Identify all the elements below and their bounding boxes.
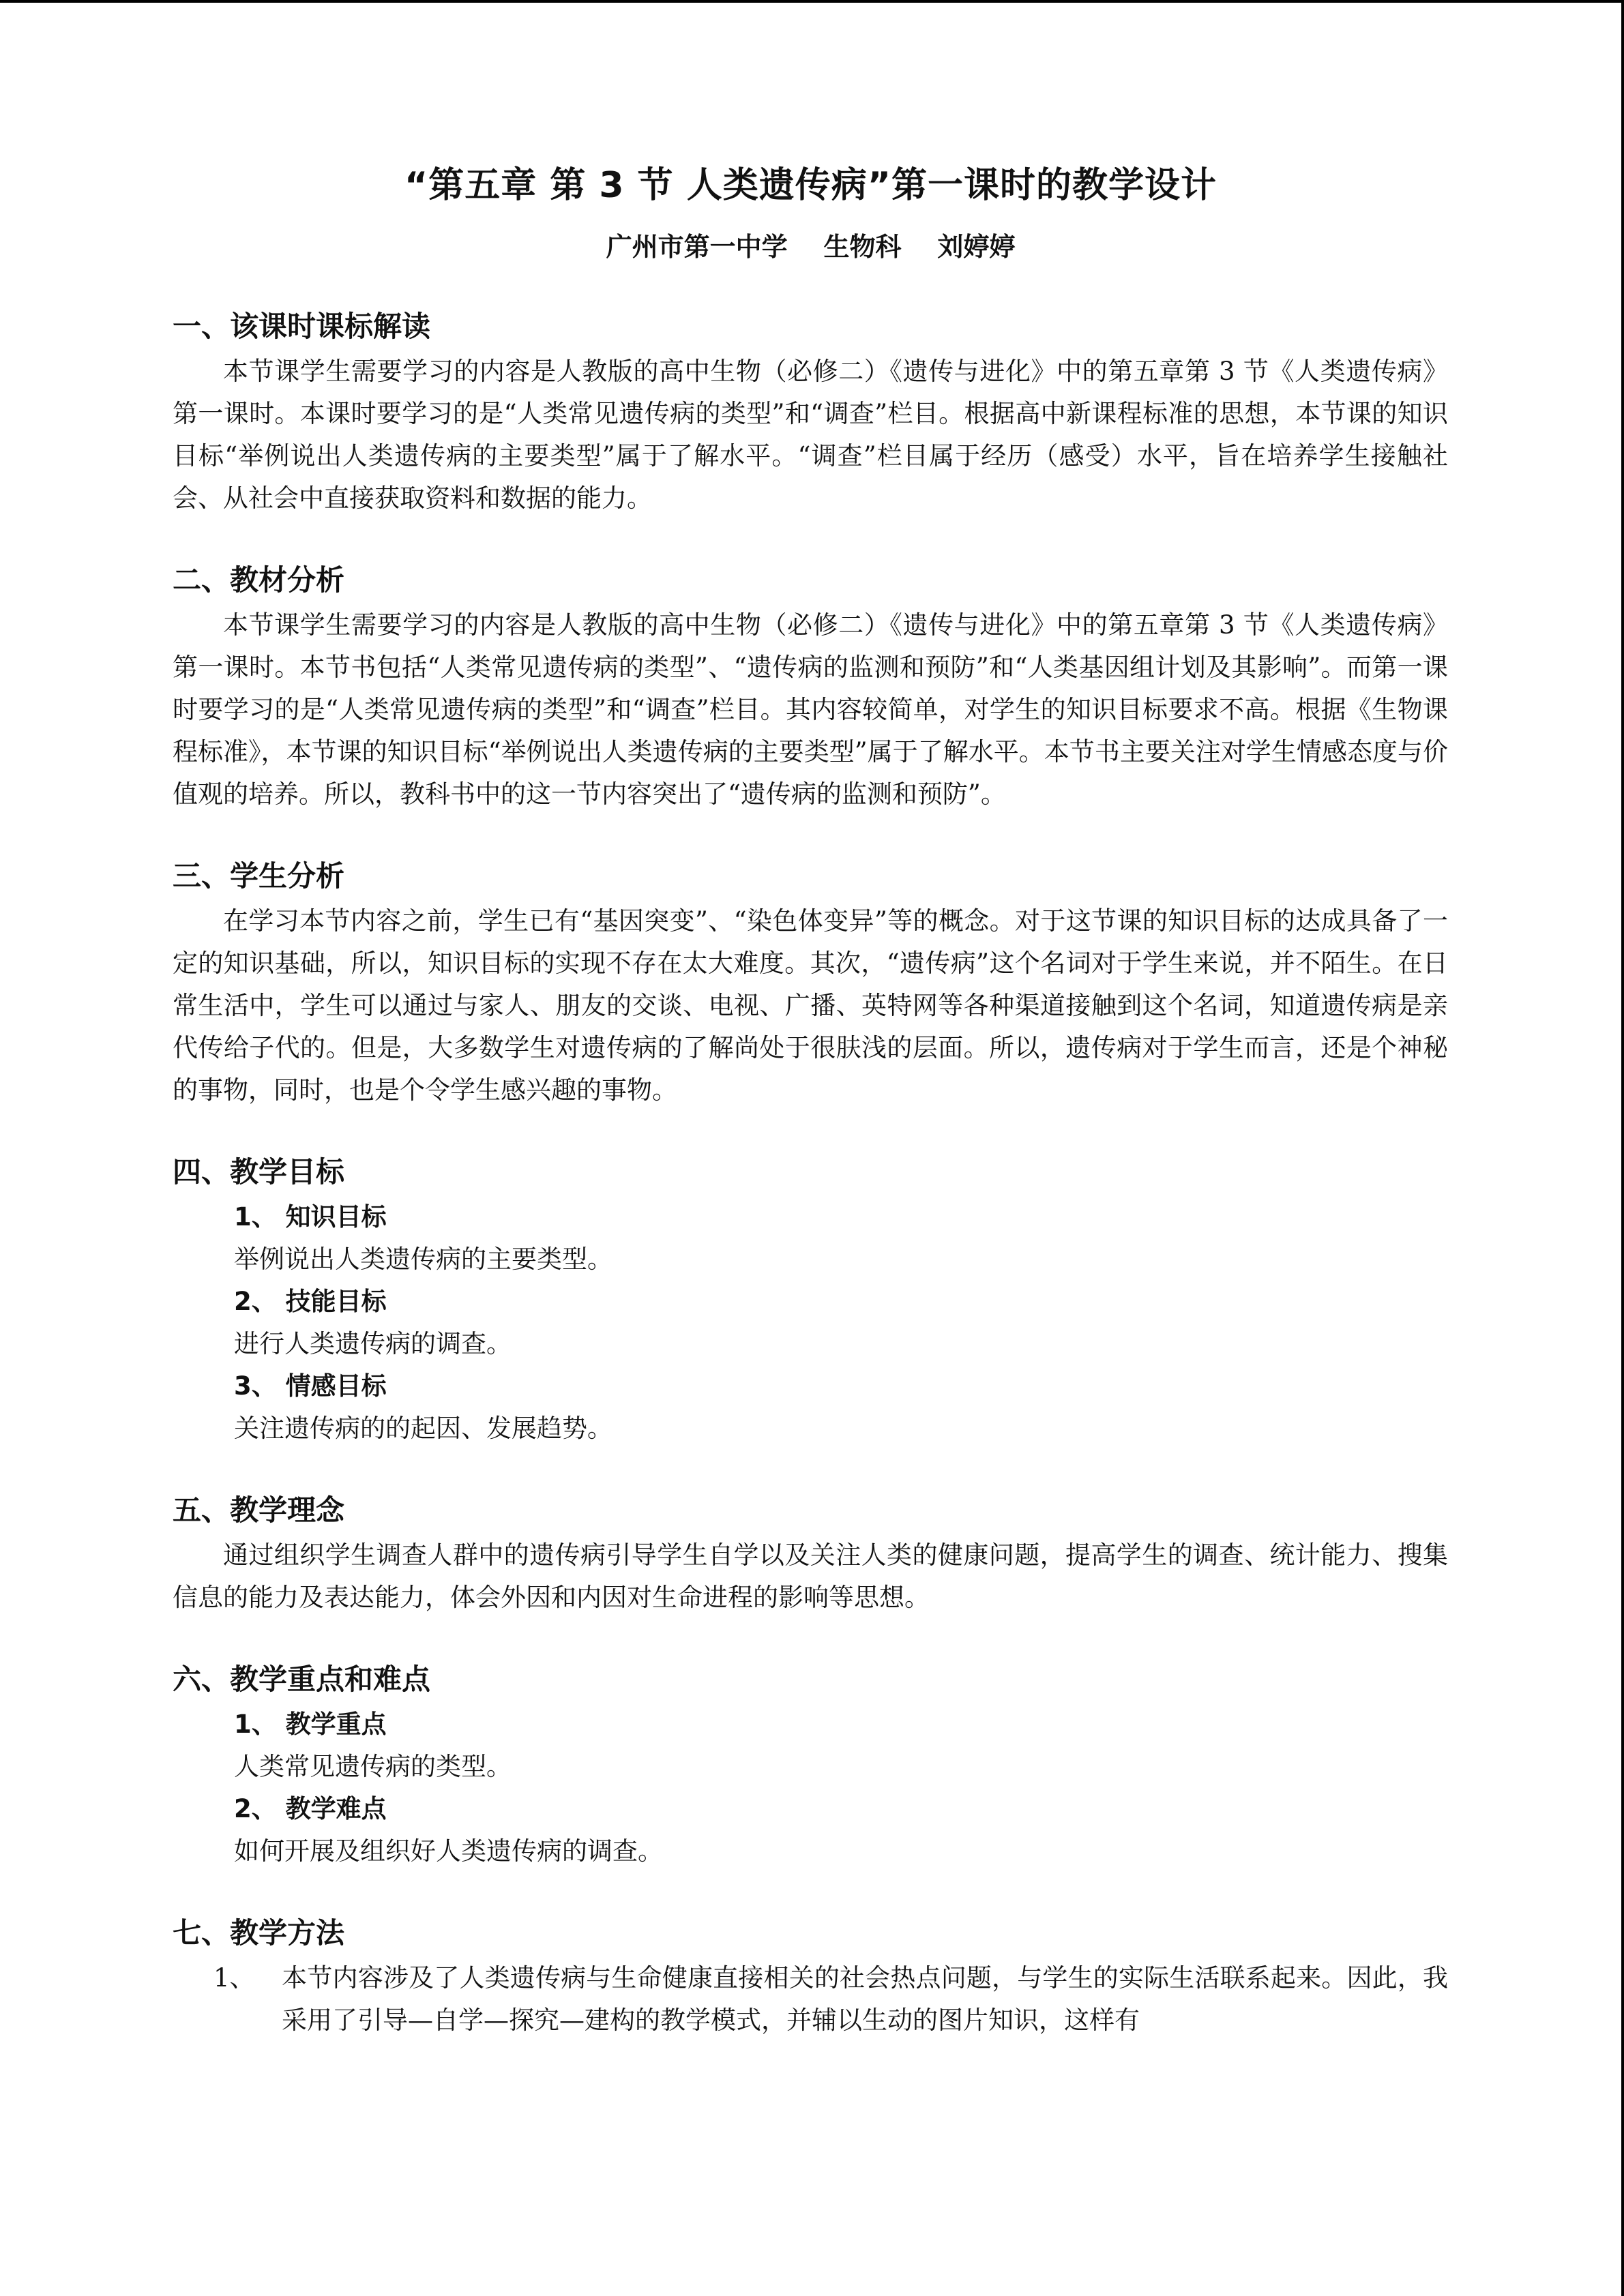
section-heading: 六、教学重点和难点 bbox=[173, 1663, 431, 1696]
section-heading: 五、教学理念 bbox=[173, 1493, 345, 1527]
method-item-text: 本节内容涉及了人类遗传病与生命健康直接相关的社会热点问题，与学生的实际生活联系起来。因此，我采用了引导—自学—探究—建构的教学模式，并辅以生动的图片知识，这样有 bbox=[282, 1963, 1448, 2035]
section-curriculum-interpretation bbox=[173, 303, 1448, 520]
key-point-label: 1、 教学重点 bbox=[234, 1710, 387, 1739]
key-point-text: 人类常见遗传病的类型。 bbox=[234, 1752, 512, 1781]
goal-emotion-text: 关注遗传病的的起因、发展趋势。 bbox=[234, 1414, 612, 1443]
section-heading: 三、学生分析 bbox=[173, 859, 345, 893]
goal-knowledge-label: 1、 知识目标 bbox=[234, 1202, 387, 1232]
method-item bbox=[173, 1957, 1448, 2042]
section-heading: 七、教学方法 bbox=[173, 1916, 345, 1950]
section-paragraph: 通过组织学生调查人群中的遗传病引导学生自学以及关注人类的健康问题，提高学生的调查、统计能力、搜集信息的能力及表达能力，体会外因和内因对生命进程的影响等思想。 bbox=[173, 1540, 1448, 1612]
section-key-points bbox=[173, 1656, 1448, 1873]
document-body bbox=[173, 303, 1448, 2078]
section-paragraph: 在学习本节内容之前，学生已有“基因突变”、“染色体变异”等的概念。对于这节课的知识目标的达成具备了一定的知识基础，所以，知识目标的实现不存在太大难度。其次，“遗传病”这个名词对于学生来说，并不陌生。在日常生活中，学生可以通过与家人、朋友的交谈、电视、广播、英特网等各种渠道接触到这个名词，知道遗传病是亲代传给子代的。但是，大多数学生对遗传病的了解尚处于很肤浅的层面。所以，遗传病对于学生而言，还是个神秘的事物，同时，也是个令学生感兴趣的事物。 bbox=[173, 906, 1448, 1105]
goal-skill-text: 进行人类遗传病的调查。 bbox=[234, 1329, 512, 1358]
section-teaching-philosophy bbox=[173, 1487, 1448, 1619]
goal-emotion-label: 3、 情感目标 bbox=[234, 1371, 387, 1401]
section-paragraph: 本节课学生需要学习的内容是人教版的高中生物（必修二）《遗传与进化》中的第五章第 3 节《人类遗传病》第一课时。本课时要学习的是“人类常见遗传病的类型”和“调查”栏目。根据高中新课程标准的思想，本节课的知识目标“举例说出人类遗传病的主要类型”属于了解水平。“调查”栏目属于经历（感受）水平，旨在培养学生接触社会、从社会中直接获取资料和数据的能力。 bbox=[173, 357, 1448, 513]
goal-knowledge-text: 举例说出人类遗传病的主要类型。 bbox=[234, 1244, 612, 1274]
section-textbook-analysis bbox=[173, 556, 1448, 816]
section-teaching-methods bbox=[173, 1909, 1448, 2042]
difficulty-text: 如何开展及组织好人类遗传病的调查。 bbox=[234, 1836, 663, 1866]
goal-skill-label: 2、 技能目标 bbox=[234, 1287, 387, 1316]
section-heading: 一、该课时课标解读 bbox=[173, 310, 431, 343]
author-line: 广州市第一中学 生物科 刘婷婷 bbox=[606, 232, 1016, 262]
difficulty-label: 2、 教学难点 bbox=[234, 1794, 387, 1823]
document-title: “第五章 第 3 节 人类遗传病”第一课时的教学设计 bbox=[404, 165, 1217, 206]
section-paragraph: 本节课学生需要学习的内容是人教版的高中生物（必修二）《遗传与进化》中的第五章第 3 节《人类遗传病》第一课时。本节书包括“人类常见遗传病的类型”、“遗传病的监测和预防”和“人类基因组计划及其影响”。而第一课时要学习的是“人类常见遗传病的类型”和“调查”栏目。其内容较简单，对学生的知识目标要求不高。根据《生物课程标准》，本节课的知识目标“举例说出人类遗传病的主要类型”属于了解水平。本节书主要关注对学生情感态度与价值观的培养。所以，教科书中的这一节内容突出了“遗传病的监测和预防”。 bbox=[173, 610, 1448, 809]
section-teaching-goals bbox=[173, 1148, 1448, 1450]
section-heading: 四、教学目标 bbox=[173, 1155, 345, 1189]
section-student-analysis bbox=[173, 852, 1448, 1112]
section-heading: 二、教材分析 bbox=[173, 563, 345, 597]
method-item-number: 1、 bbox=[213, 1963, 255, 1993]
